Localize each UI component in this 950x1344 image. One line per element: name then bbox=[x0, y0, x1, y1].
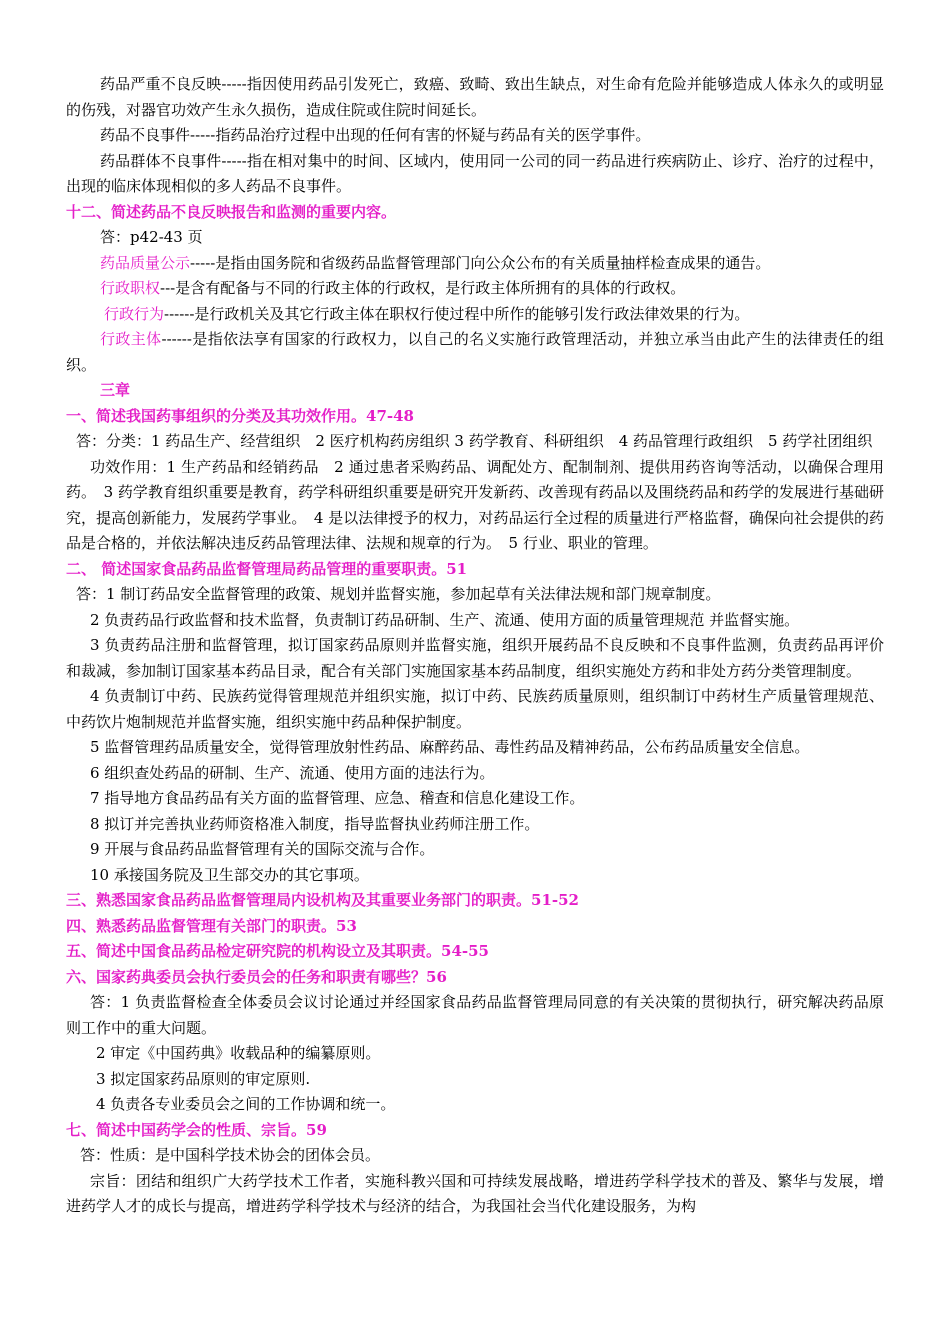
answer-q1-classification: 答：分类：1 药品生产、经营组织 2 医疗机构药房组织 3 药学教育、科研组织 4 药品管理行政组织 5 药学社团组织 bbox=[76, 432, 873, 450]
term-label: 行政职权 bbox=[100, 279, 161, 297]
answer-q2-item3: 3 负责药品注册和监督管理，拟订国家药品原则并监督实施，组织开展药品不良反映和不良事件监测，负责药品再评价和裁减，参加制订国家基本药品目录，配合有关部门实施国家基本药品制度，组织实施处方药和非处方药分类管理制度。 bbox=[66, 636, 884, 680]
paragraph-group-adverse-event: 药品群体不良事件-----指在相对集中的时间、区域内，使用同一公司的同一药品进行疾病防止、诊疗、治疗的过程中，出现的临床体现相似的多人药品不良事件。 bbox=[66, 151, 884, 195]
heading-q7: 七、简述中国药学会的性质、宗旨。59 bbox=[66, 1120, 327, 1139]
term-definition: ------是行政机关及其它行政主体在职权行使过程中所作的能够引发行政法律效果的行为。 bbox=[164, 304, 750, 323]
definition-admin-act bbox=[66, 302, 884, 328]
heading-q6: 六、国家药典委员会执行委员会的任务和职责有哪些？56 bbox=[66, 967, 447, 986]
answer-q1-function: 功效作用：1 生产药品和经销药品 2 通过患者采购药品、调配处方、配制制剂、提供用药咨询等活动，以确保合理用药。 3 药学教育组织重要是教育，药学科研组织重要是研究开发新药、改善现有药品以及围绕药品和药学的发展进行基础研究，提高创新能力，发展药学事业。 4 是以法律授予的权力，对药品运行全过程的质量进行严格监督，确保向社会提供的药品是合格的，并依法解决违反药品管理法律、法规和规章的行为。 5 行业、职业的管理。 bbox=[66, 457, 884, 552]
heading-q2: 二、 简述国家食品药品监督管理局药品管理的重要职责。51 bbox=[66, 559, 468, 578]
definition-admin-authority bbox=[66, 276, 884, 302]
chapter-title: 三章 bbox=[100, 381, 131, 399]
term-label: 行政行为 bbox=[104, 304, 165, 323]
answer-q2-item8: 8 拟订并完善执业药师资格准入制度，指导监督执业药师注册工作。 bbox=[90, 814, 540, 833]
definition-drug-quality-notice bbox=[66, 251, 884, 277]
answer-q2-item4: 4 负责制订中药、民族药觉得管理规范并组织实施，拟订中药、民族药质量原则，组织制订中药材生产质量管理规范、中药饮片炮制规范并监督实施，组织实施中药品种保护制度。 bbox=[66, 687, 884, 731]
answer-q2-item6: 6 组织查处药品的研制、生产、流通、使用方面的违法行为。 bbox=[90, 763, 495, 782]
term-definition: -----是指由国务院和省级药品监督管理部门向公众公布的有关质量抽样检查成果的通告。 bbox=[190, 253, 771, 272]
answer-q7-nature: 答：性质：是中国科学技术协会的团体会员。 bbox=[80, 1146, 381, 1164]
answer-q2-item9: 9 开展与食品药品监督管理有关的国际交流与合作。 bbox=[90, 840, 435, 858]
answer-q2-item1: 答：1 制订药品安全监督管理的政策、规划并监督实施，参加起草有关法律法规和部门规章制度。 bbox=[76, 585, 721, 603]
document-body bbox=[66, 72, 884, 1220]
answer-q2-item5: 5 监督管理药品质量安全，觉得管理放射性药品、麻醉药品、毒性药品及精神药品，公布药品质量安全信息。 bbox=[90, 738, 810, 756]
paragraph-severe-adr: 药品严重不良反映-----指因使用药品引发死亡，致癌、致畸、致出生缺点，对生命有危险并能够造成人体永久的或明显的伤残，对器官功效产生永久损伤，造成住院或住院时间延长。 bbox=[66, 75, 884, 119]
answer-q2-item7: 7 指导地方食品药品有关方面的监督管理、应急、稽查和信息化建设工作。 bbox=[90, 789, 585, 807]
heading-q12: 十二、简述药品不良反映报告和监测的重要内容。 bbox=[66, 202, 397, 221]
answer-q6-item4: 4 负责各专业委员会之间的工作协调和统一。 bbox=[96, 1095, 396, 1113]
answer-q2-item10: 10 承接国务院及卫生部交办的其它事项。 bbox=[90, 865, 369, 884]
paragraph-adverse-event: 药品不良事件-----指药品治疗过程中出现的任何有害的怀疑与药品有关的医学事件。 bbox=[100, 126, 651, 144]
term-label: 药品质量公示 bbox=[100, 253, 191, 272]
answer-q7-purpose: 宗旨：团结和组织广大药学技术工作者，实施科教兴国和可持续发展战略，增进药学科学技术的普及、繁华与发展，增进药学人才的成长与提高，增进药学科学技术与经济的结合，为我国社会当代化建设服务，为构 bbox=[66, 1171, 884, 1215]
answer-q6-item1: 答：1 负责监督检查全体委员会议讨论通过并经国家食品药品监督管理局同意的有关决策的贯彻执行，研究解决药品原则工作中的重大问题。 bbox=[66, 993, 884, 1037]
heading-q5: 五、简述中国食品药品检定研究院的机构设立及其职责。54-55 bbox=[66, 942, 489, 960]
term-definition: ---是含有配备与不同的行政主体的行政权，是行政主体所拥有的具体的行政权。 bbox=[160, 279, 686, 297]
answer-q2-item2: 2 负责药品行政监督和技术监督，负责制订药品研制、生产、流通、使用方面的质量管理规范 并监督实施。 bbox=[90, 610, 800, 629]
definition-admin-subject bbox=[66, 327, 884, 378]
term-definition: ------是指依法享有国家的行政权力，以自己的名义实施行政管理活动，并独立承当由此产生的法律责任的组织。 bbox=[66, 330, 884, 374]
heading-q4: 四、熟悉药品监督管理有关部门的职责。53 bbox=[66, 916, 357, 935]
term-label: 行政主体 bbox=[100, 330, 162, 348]
heading-q1: 一、简述我国药事组织的分类及其功效作用。47-48 bbox=[66, 406, 414, 425]
answer-q6-item2: 2 审定《中国药典》收载品种的编纂原则。 bbox=[96, 1044, 381, 1062]
heading-q3: 三、熟悉国家食品药品监督管理局内设机构及其重要业务部门的职责。51-52 bbox=[66, 891, 579, 909]
answer-q12: 答：p42-43 页 bbox=[100, 228, 203, 246]
answer-q6-item3: 3 拟定国家药品原则的审定原则. bbox=[96, 1069, 311, 1088]
